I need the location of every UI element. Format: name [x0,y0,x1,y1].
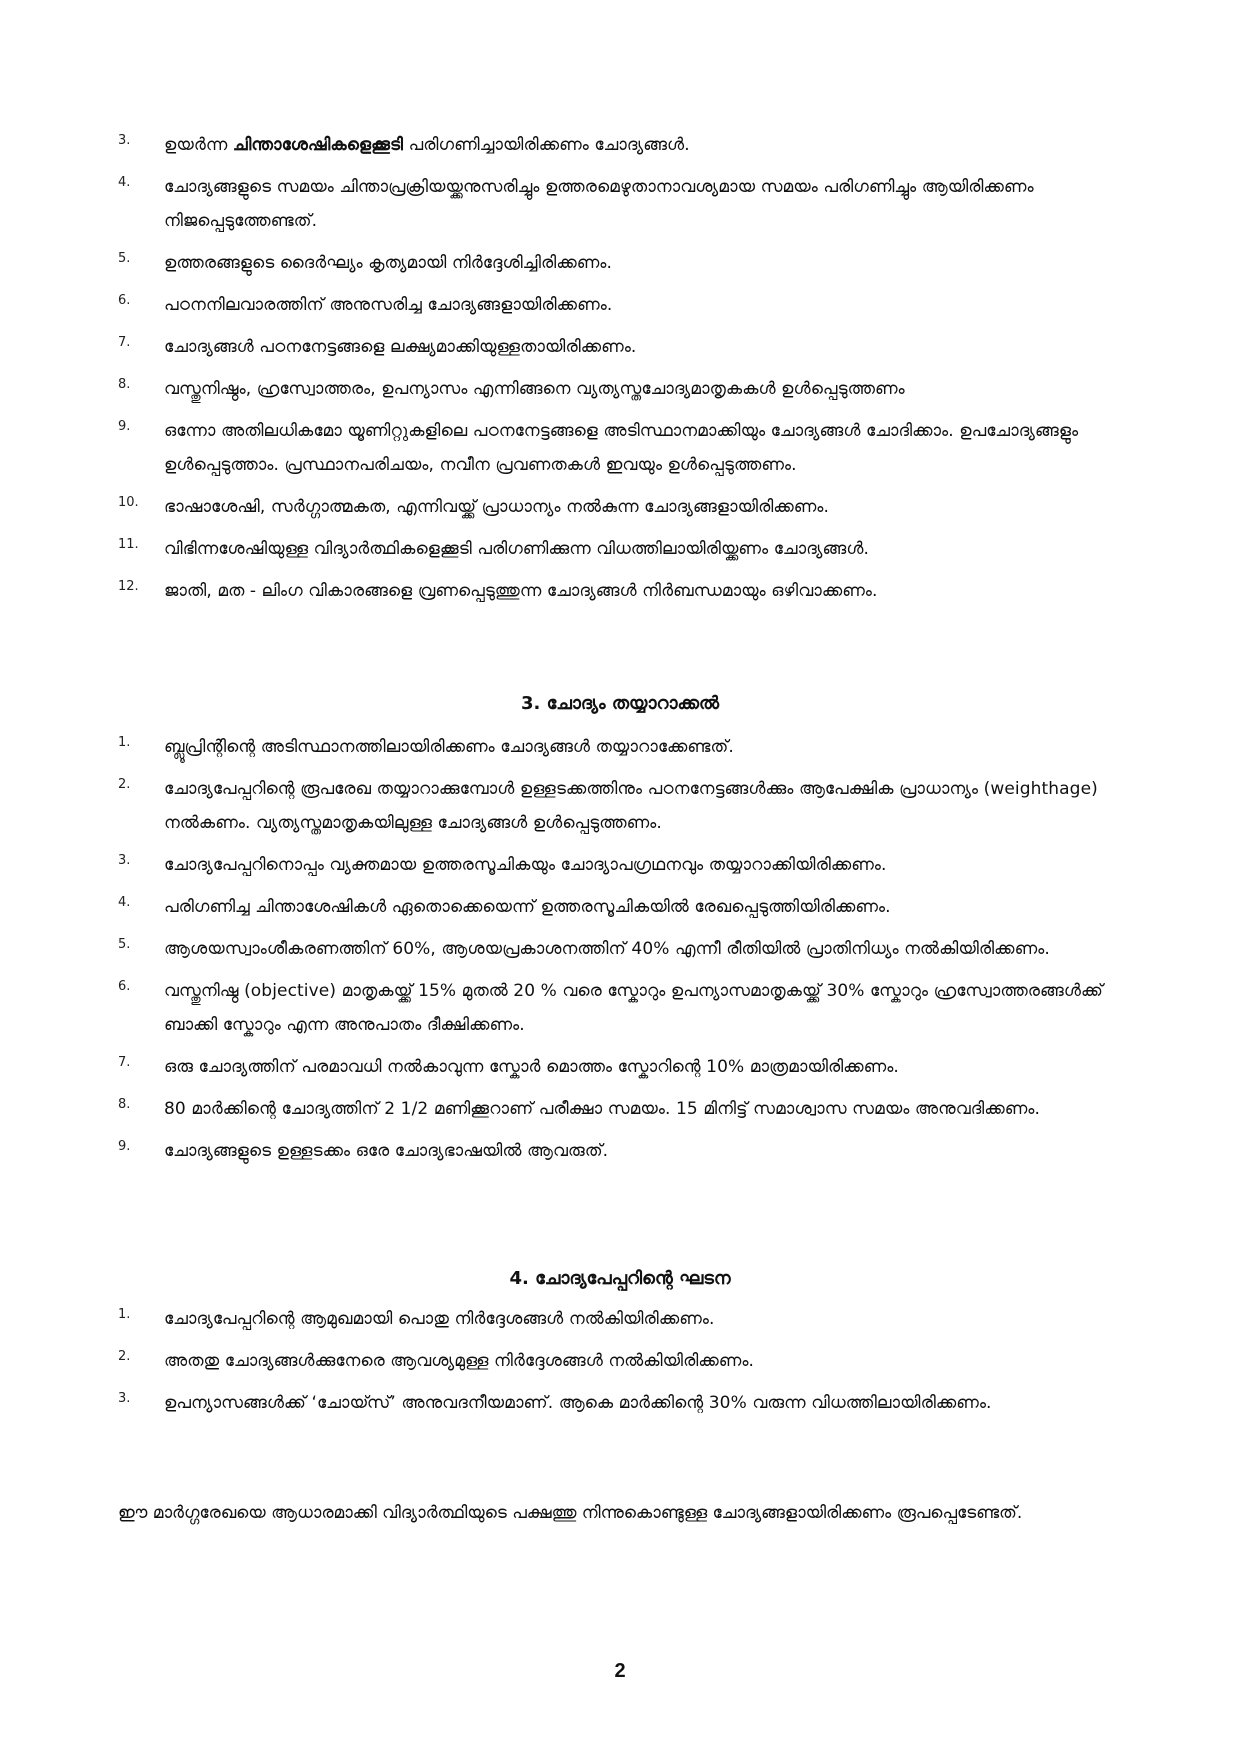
list-item [118,330,1128,364]
item-text: വസ്തുനിഷ്ഠം, ഹ്രസ്വോത്തരം, ഉപന്യാസം എന്നിങ്ങനെ വ്യത്യസ്തചോദ്യമാതൃകകൾ ഉൾപ്പെടുത്തണം [164,379,905,399]
section-heading: 4. ചോദ്യപേപ്പറിന്റെ ഘടന [509,1268,731,1289]
item-text: ഉപന്യാസങ്ങൾക്ക് ‘ചോയ്സ്’ അനുവദനീയമാണ്. ആകെ മാർക്കിന്റെ 30% വരുന്ന വിധത്തിലായിരിക്കണം. [164,1393,992,1413]
list-item [118,974,1128,1042]
list-item [118,414,1128,482]
closing-paragraph: ഈ മാർഗ്ഗരേഖയെ ആധാരമാക്കി വിദ്യാർത്ഥിയുടെ പക്ഷത്തു നിന്നുകൊണ്ടുള്ള ചോദ്യങ്ങളായിരിക്കണം രൂപപ്പെടേണ്ടത്. [118,1503,1023,1523]
list-item [118,1092,1128,1126]
item-text: ഒരു ചോദ്യത്തിന് പരമാവധി നൽകാവുന്ന സ്കോർ മൊത്തം സ്കോറിന്റെ 10% മാത്രമായിരിക്കണം. [164,1057,899,1077]
item-number: 12. [118,579,139,594]
paper-structure-list [118,1302,1128,1428]
list-item [118,490,1128,524]
item-number: 2. [118,777,131,792]
list-item [118,288,1128,322]
list-item [118,1050,1128,1084]
list-item [118,1344,1128,1378]
list-item [118,1386,1128,1420]
item-number: 5. [118,937,131,952]
item-number: 9. [118,1139,131,1154]
item-number: 5. [118,251,131,266]
item-text: പരിഗണിച്ച ചിന്താശേഷികൾ ഏതൊക്കെയെന്ന് ഉത്തരസൂചികയിൽ രേഖപ്പെടുത്തിയിരിക്കണം. [164,897,891,917]
item-number: 2. [118,1349,131,1364]
item-number: 8. [118,1097,131,1112]
list-item [118,372,1128,406]
list-item [118,574,1128,608]
item-text: പഠനനിലവാരത്തിന് അനുസരിച്ച ചോദ്യങ്ങളായിരിക്കണം. [164,295,613,315]
list-item [118,1302,1128,1336]
question-preparation-list [118,730,1128,1176]
item-text: ആശയസ്വാംശീകരണത്തിന് 60%, ആശയപ്രകാശനത്തിന് 40% എന്നീ രീതിയിൽ പ്രാതിനിധ്യം നൽകിയിരിക്കണം. [164,939,1050,959]
item-text: ചോദ്യങ്ങൾ പഠനനേട്ടങ്ങളെ ലക്ഷ്യമാക്കിയുള്ളതായിരിക്കണം. [164,337,637,357]
item-number: 7. [118,335,131,350]
list-item [118,848,1128,882]
item-text: ഭാഷാശേഷി, സർഗ്ഗാത്മകത, എന്നിവയ്ക്ക് പ്രാധാന്യം നൽകുന്ന ചോദ്യങ്ങളായിരിക്കണം. [164,497,830,517]
item-text: ചോദ്യപേപ്പറിനൊപ്പം വ്യക്തമായ ഉത്തരസൂചികയും ചോദ്യാപഗ്രഥനവും തയ്യാറാക്കിയിരിക്കണം. [164,855,887,875]
list-item [118,128,1128,162]
item-number: 3. [118,853,131,868]
list-item [118,932,1128,966]
page-number: 2 [614,1660,626,1682]
guideline-list [118,128,1128,616]
item-text: വിഭിന്നശേഷിയുള്ള വിദ്യാർത്ഥികളെക്കൂടി പരിഗണിക്കുന്ന വിധത്തിലായിരിയ്ക്കണം ചോദ്യങ്ങൾ. [164,539,870,559]
item-number: 3. [118,133,131,148]
item-number: 1. [118,735,131,750]
item-text: ജാതി, മത - ലിംഗ വികാരങ്ങളെ വ്രണപ്പെടുത്തുന്ന ചോദ്യങ്ങൾ നിർബന്ധമായും ഒഴിവാക്കണം. [164,581,878,601]
item-number: 10. [118,495,139,510]
item-text: അതതു ചോദ്യങ്ങൾക്കുനേരെ ആവശ്യമുള്ള നിർദ്ദേശങ്ങൾ നൽകിയിരിക്കണം. [164,1351,755,1371]
item-text: ചോദ്യപേപ്പറിന്റെ ആമുഖമായി പൊതു നിർദ്ദേശങ്ങൾ നൽകിയിരിക്കണം. [164,1309,715,1329]
item-number: 3. [118,1391,131,1406]
list-item [118,730,1128,764]
item-number: 6. [118,293,131,308]
section-heading: 3. ചോദ്യം തയ്യാറാക്കൽ [520,693,720,714]
list-item [118,890,1128,924]
list-item [118,1134,1128,1168]
item-text: വസ്തുനിഷ്ഠ (objective) മാതൃകയ്ക്ക് 15% മുതൽ 20 % വരെ സ്കോറും ഉപന്യാസമാതൃകയ്ക്ക് 30% സ്കോറും ഹ്രസ്വോത്തരങ്ങൾക്ക് ബാക്കി സ്കോറും എന്ന അനുപാതം ദീക്ഷിക്കണം. [164,981,1103,1035]
item-number: 4. [118,175,131,190]
item-text: 80 മാർക്കിന്റെ ചോദ്യത്തിന് 2 1/2 മണിക്കൂറാണ് പരീക്ഷാ സമയം. 15 മിനിട്ട് സമാശ്വാസ സമയം അനുവദിക്കണം. [164,1099,1041,1119]
list-item [118,532,1128,566]
item-text: ചോദ്യങ്ങളുടെ സമയം ചിന്താപ്രക്രിയയ്ക്കനുസരിച്ചും ഉത്തരമെഴുതാനാവശ്യമായ സമയം പരിഗണിച്ചും ആയിരിക്കണം നിജപ്പെടുത്തേണ്ടത്. [164,177,1034,231]
item-text: ചോദ്യങ്ങളുടെ ഉള്ളടക്കം ഒരേ ചോദ്യഭാഷയിൽ ആവരുത്. [164,1141,609,1161]
list-item [118,170,1128,238]
list-item [118,772,1128,840]
item-text: ബ്ലൂപ്രിന്റിന്റെ അടിസ്ഥാനത്തിലായിരിക്കണം ചോദ്യങ്ങൾ തയ്യാറാക്കേണ്ടത്. [164,737,734,757]
item-text: ഉയർന്ന ചിന്താശേഷികളെക്കൂടി പരിഗണിച്ചായിരിക്കണം ചോദ്യങ്ങൾ. [164,135,690,155]
item-number: 7. [118,1055,131,1070]
item-number: 9. [118,419,131,434]
item-text: ഒന്നോ അതിലധികമോ യൂണിറ്റുകളിലെ പഠനനേട്ടങ്ങളെ അടിസ്ഥാനമാക്കിയും ചോദ്യങ്ങൾ ചോദിക്കാം. ഉപചോദ്യങ്ങളും ഉൾപ്പെടുത്താം. പ്രസ്ഥാനപരിചയം, നവീന പ്രവണതകൾ ഇവയും ഉൾപ്പെടുത്തണം. [164,421,1079,475]
item-text: ചോദ്യപേപ്പറിന്റെ രൂപരേഖ തയ്യാറാക്കുമ്പോൾ ഉള്ളടക്കത്തിനും പഠനനേട്ടങ്ങൾക്കും ആപേക്ഷിക പ്രാധാന്യം (weighthage) നൽകണം. വ്യത്യസ്തമാതൃകയിലുള്ള ചോദ്യങ്ങൾ ഉൾപ്പെടുത്തണം. [164,779,1098,833]
item-text: ഉത്തരങ്ങളുടെ ദൈർഘ്യം കൃത്യമായി നിർദ്ദേശിച്ചിരിക്കണം. [164,253,613,273]
item-number: 6. [118,979,131,994]
emphasis-text: ചിന്താശേഷികളെക്കൂടി [232,135,404,155]
item-number: 1. [118,1307,131,1322]
item-number: 4. [118,895,131,910]
list-item [118,246,1128,280]
item-number: 11. [118,537,139,552]
item-number: 8. [118,377,131,392]
